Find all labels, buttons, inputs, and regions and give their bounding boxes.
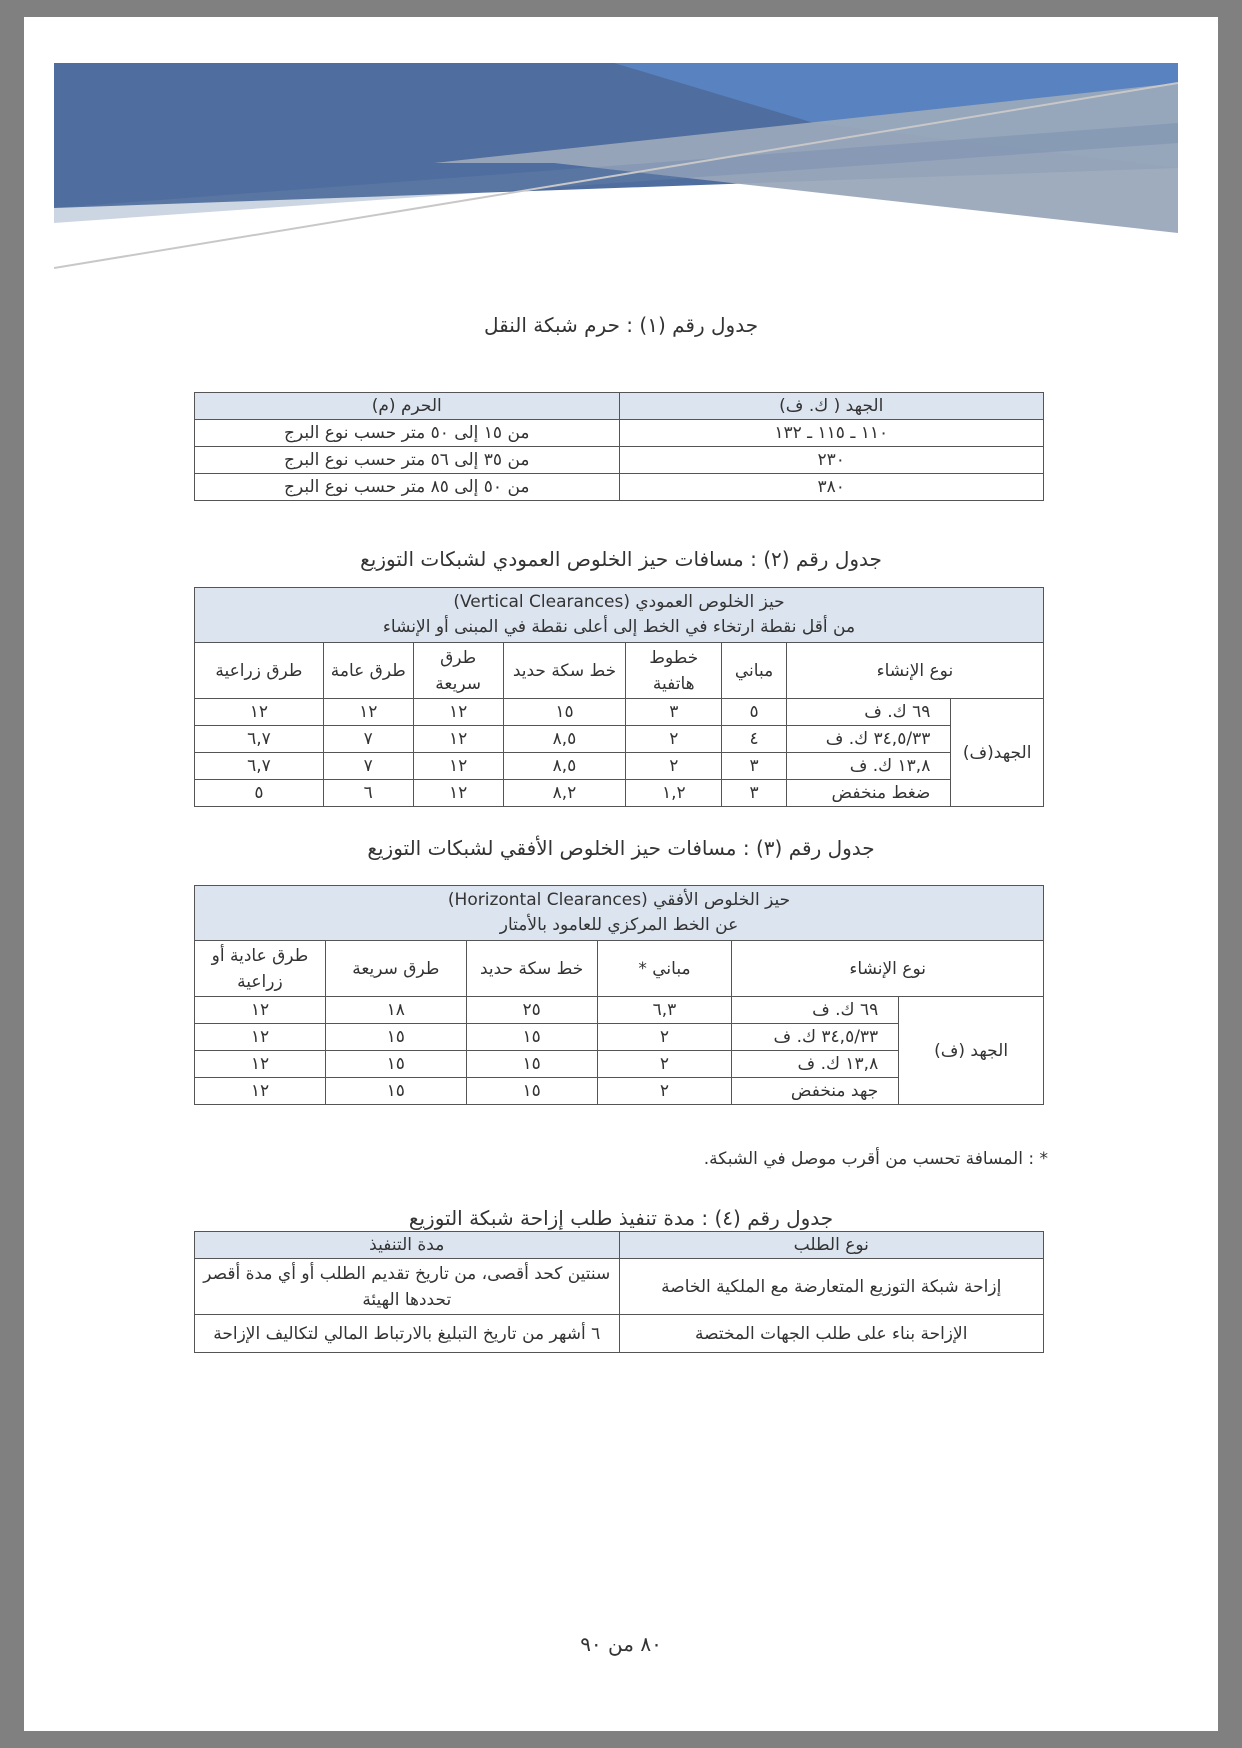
table-row: [195, 420, 1044, 447]
header-cell: طرق عادية أو زراعية: [195, 941, 326, 997]
table-cell: ١٢: [413, 753, 503, 780]
table-cell: سنتين كحد أقصى، من تاريخ تقديم الطلب أو أي مدة أقصر تحددها الهيئة: [195, 1259, 620, 1315]
table3-title-line2: عن الخط المركزي للعامود بالأمتار: [499, 915, 739, 935]
table-header-row: [195, 393, 1044, 420]
table-header-row: [195, 643, 1044, 699]
table-cell: ٣: [626, 699, 722, 726]
header-cell: طرق سريعة: [325, 941, 466, 997]
table-cell: جهد منخفض: [732, 1078, 899, 1105]
table-cell: ١٥: [325, 1024, 466, 1051]
table-row: [195, 753, 1044, 780]
table-cell: ١٨: [325, 997, 466, 1024]
table-cell: ١٢: [413, 780, 503, 807]
table-cell: ٢٣٠: [619, 447, 1044, 474]
table-cell: الإزاحة بناء على طلب الجهات المختصة: [619, 1315, 1044, 1353]
table-cell: ١٣,٨ ك. ف: [732, 1051, 899, 1078]
table-header-row: [195, 1232, 1044, 1259]
table-cell: ١٢: [413, 726, 503, 753]
table2-caption: جدول رقم (٢) : مسافات حيز الخلوص العمودي لشبكات التوزيع: [360, 547, 882, 571]
table-cell: ١٥: [325, 1051, 466, 1078]
table-cell: ١٢: [195, 997, 326, 1024]
table-cell: ٥: [195, 780, 324, 807]
table-cell: ٦: [323, 780, 413, 807]
header-cell: مباني: [722, 643, 787, 699]
table-cell: ٦ أشهر من تاريخ التبليغ بالارتباط المالي لتكاليف الإزاحة: [195, 1315, 620, 1353]
header-cell: الجهد ( ك. ف): [619, 393, 1044, 420]
table2: [194, 587, 1044, 807]
table1-caption: جدول رقم (١) : حرم شبكة النقل: [483, 313, 759, 337]
table-cell: ١٢: [195, 1051, 326, 1078]
table-row: [195, 726, 1044, 753]
table-cell: ٥: [722, 699, 787, 726]
table-cell: من ٣٥ إلى ٥٦ متر حسب نوع البرج: [195, 447, 620, 474]
table-cell: ٣: [722, 753, 787, 780]
table-cell: ١٥: [466, 1051, 597, 1078]
table-row: [195, 474, 1044, 501]
table-cell: ٣٨٠: [619, 474, 1044, 501]
footnote: * : المسافة تحسب من أقرب موصل في الشبكة.: [703, 1149, 1048, 1169]
table-cell: ١٥: [466, 1024, 597, 1051]
table-cell: ٢: [597, 1051, 732, 1078]
table-header-row: [195, 941, 1044, 997]
table-cell: ١٥: [325, 1078, 466, 1105]
table-cell: من ٥٠ إلى ٨٥ متر حسب نوع البرج: [195, 474, 620, 501]
table3: [194, 885, 1044, 1105]
header-cell: مباني *: [597, 941, 732, 997]
header-cell: طرق سريعة: [413, 643, 503, 699]
header-cell: نوع الطلب: [619, 1232, 1044, 1259]
header-banner: [54, 63, 1178, 273]
table-cell: ٣٤,٥/٣٣ ك. ف: [732, 1024, 899, 1051]
table-cell: من ١٥ إلى ٥٠ متر حسب نوع البرج: [195, 420, 620, 447]
group-label-cell: الجهد(ف): [951, 699, 1044, 807]
table-cell: ٣: [722, 780, 787, 807]
table-cell: ٣٤,٥/٣٣ ك. ف: [786, 726, 951, 753]
table-cell: ٨,٥: [503, 753, 626, 780]
header-cell: خطوط هاتفية: [626, 643, 722, 699]
table1: [194, 392, 1044, 501]
table-cell: ١٢: [323, 699, 413, 726]
table-cell: ٦٩ ك. ف: [732, 997, 899, 1024]
table-cell: ٧: [323, 753, 413, 780]
table-row: [195, 1259, 1044, 1315]
table-cell: ٢: [626, 753, 722, 780]
table-cell: ١٣,٨ ك. ف: [786, 753, 951, 780]
table-cell: ١٥: [466, 1078, 597, 1105]
document-page: [24, 17, 1218, 1731]
table-cell: ٢: [597, 1024, 732, 1051]
header-cell: طرق عامة: [323, 643, 413, 699]
table-row: [195, 997, 1044, 1024]
table-row: [195, 699, 1044, 726]
header-cell: الحرم (م): [195, 393, 620, 420]
page-number: ٨٠ من ٩٠: [580, 1632, 662, 1656]
table-cell: ١٥: [503, 699, 626, 726]
table-title-row: [195, 588, 1044, 643]
header-cell: خط سكة حديد: [503, 643, 626, 699]
table-cell: ١,٢: [626, 780, 722, 807]
table-cell: ضغط منخفض: [786, 780, 951, 807]
table4: [194, 1231, 1044, 1353]
table4-caption: جدول رقم (٤) : مدة تنفيذ طلب إزاحة شبكة التوزيع: [408, 1206, 834, 1230]
table-cell: ١١٠ ـ ١١٥ ـ ١٣٢: [619, 420, 1044, 447]
table-cell: ٨,٥: [503, 726, 626, 753]
table-cell: ١٢: [195, 1078, 326, 1105]
table-cell: ٢: [626, 726, 722, 753]
table-cell: ١٢: [195, 1024, 326, 1051]
table2-title-line2: من أقل نقطة ارتخاء في الخط إلى أعلى نقطة في المبنى أو الإنشاء: [382, 617, 856, 637]
table-cell: ٦,٧: [195, 753, 324, 780]
header-cell: طرق زراعية: [195, 643, 324, 699]
table-row: [195, 447, 1044, 474]
table-row: [195, 780, 1044, 807]
table-cell: ٢٥: [466, 997, 597, 1024]
table-cell: ٧: [323, 726, 413, 753]
table-title-row: [195, 886, 1044, 941]
table3-caption: جدول رقم (٣) : مسافات حيز الخلوص الأفقي لشبكات التوزيع: [367, 836, 875, 860]
table-cell: إزاحة شبكة التوزيع المتعارضة مع الملكية الخاصة: [619, 1259, 1044, 1315]
header-cell: نوع الإنشاء: [732, 941, 1044, 997]
table-cell: ٦,٣: [597, 997, 732, 1024]
header-cell: مدة التنفيذ: [195, 1232, 620, 1259]
table2-title-line1: حيز الخلوص العمودي (Vertical Clearances): [453, 592, 785, 612]
table-cell: ٢: [597, 1078, 732, 1105]
table-cell: ٦٩ ك. ف: [786, 699, 951, 726]
table-row: [195, 1315, 1044, 1353]
table-cell: ٨,٢: [503, 780, 626, 807]
table-cell: ١٢: [413, 699, 503, 726]
header-cell: نوع الإنشاء: [786, 643, 1043, 699]
table-cell: ١٢: [195, 699, 324, 726]
table-cell: ٦,٧: [195, 726, 324, 753]
header-cell: خط سكة حديد: [466, 941, 597, 997]
table-cell: ٤: [722, 726, 787, 753]
group-label-cell: الجهد (ف): [899, 997, 1044, 1105]
table3-title-line1: حيز الخلوص الأفقي (Horizontal Clearances): [447, 890, 791, 910]
